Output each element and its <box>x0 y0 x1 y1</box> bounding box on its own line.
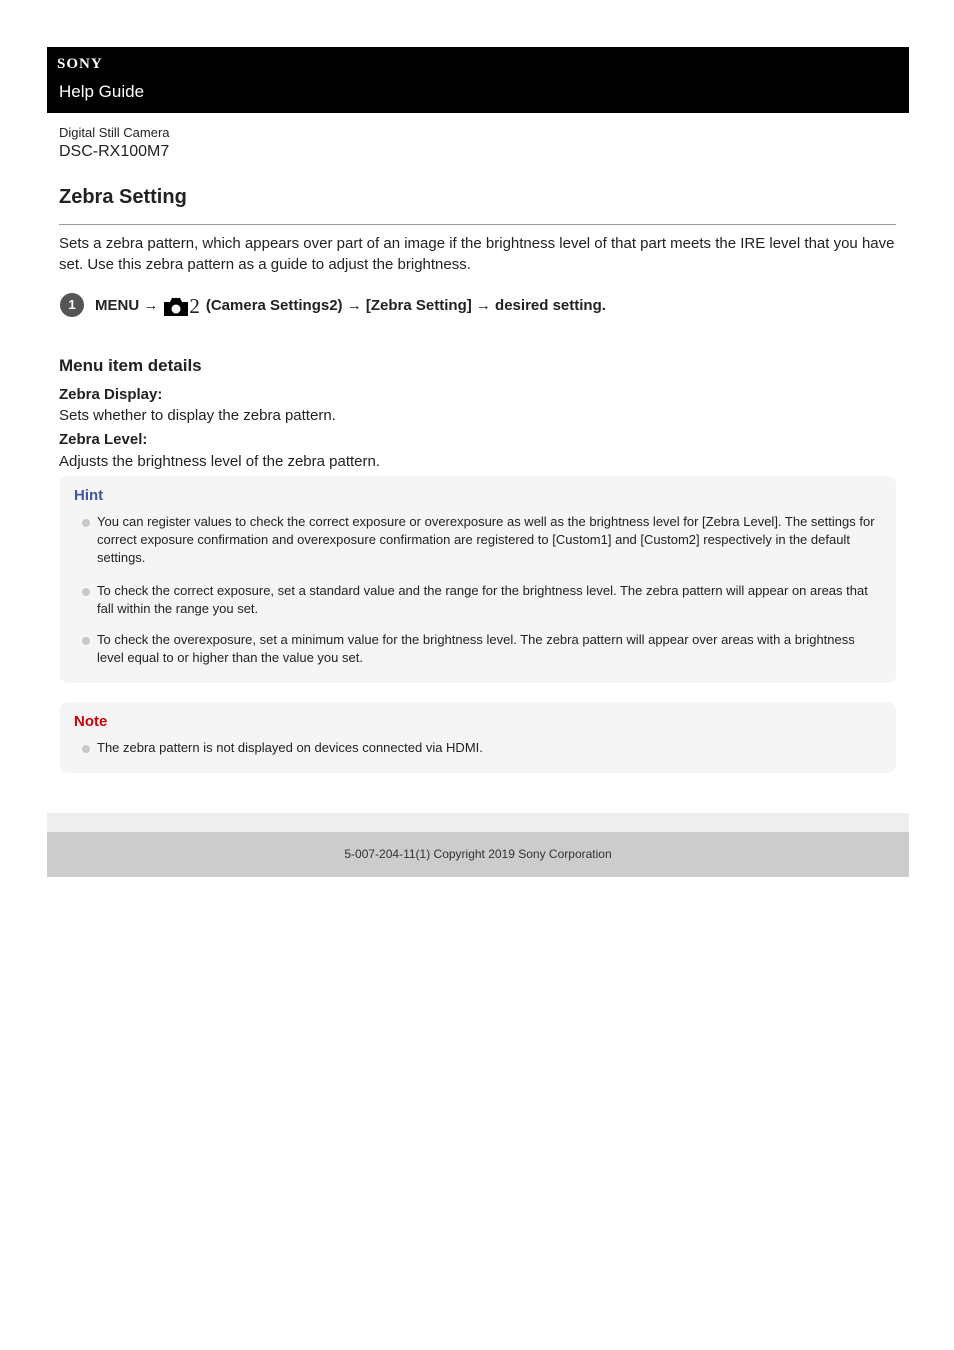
bullet-icon <box>82 519 90 527</box>
step-number-badge: 1 <box>60 293 84 317</box>
title-divider <box>59 224 896 225</box>
step-menu-text: MENU → <box>95 296 159 314</box>
term-zebra-level: Zebra Level: <box>59 431 148 448</box>
note-label: Note <box>74 713 108 730</box>
bullet-icon <box>82 637 90 645</box>
desc-zebra-display: Sets whether to display the zebra pattern. <box>59 407 336 424</box>
menu-details-heading: Menu item details <box>59 356 202 375</box>
sony-logo: SONY <box>57 56 103 72</box>
camera-icon <box>164 297 188 316</box>
hint-box <box>60 476 896 683</box>
camera-settings-number: 2 <box>189 294 200 318</box>
step-instruction <box>95 294 606 316</box>
footer-copyright: 5-007-204-11(1) Copyright 2019 Sony Corporation <box>47 832 909 877</box>
hint-item: To check the correct exposure, set a standard value and the range for the brightness level. The zebra pattern will appear on areas that fall within the range you set. <box>97 582 882 618</box>
term-zebra-display: Zebra Display: <box>59 386 163 403</box>
camera-settings-icon <box>164 294 200 316</box>
note-box <box>60 702 896 773</box>
hint-item: You can register values to check the correct exposure or overexposure as well as the brightness level for [Zebra Level]. The settings for correct exposure confirmation and overexposure confirmation are registered to [Custom1] and [Custom2] respectively in the default settings. <box>97 513 882 567</box>
note-item: The zebra pattern is not displayed on devices connected via HDMI. <box>97 739 882 757</box>
page-title: Zebra Setting <box>59 186 187 208</box>
desc-zebra-level: Adjusts the brightness level of the zebra pattern. <box>59 453 381 470</box>
product-model: DSC-RX100M7 <box>59 143 170 160</box>
bullet-icon <box>82 588 90 596</box>
hint-label: Hint <box>74 487 104 504</box>
product-category: Digital Still Camera <box>59 125 170 140</box>
footer-top-band <box>47 813 909 832</box>
intro-text: Sets a zebra pattern, which appears over part of an image if the brightness level of that part meets the IRE level that you have set. Use this zebra pattern as a guide to adjust the brightness. <box>59 235 895 273</box>
step-1 <box>59 291 899 319</box>
bullet-icon <box>82 745 90 753</box>
step-path-text: (Camera Settings2) → [Zebra Setting] → desired setting. <box>205 296 606 314</box>
help-guide-title: Help Guide <box>59 82 145 101</box>
page-header <box>47 47 909 113</box>
hint-item: To check the overexposure, set a minimum value for the brightness level. The zebra pattern will appear over areas with a brightness level equal to or higher than the value you set. <box>97 631 882 667</box>
